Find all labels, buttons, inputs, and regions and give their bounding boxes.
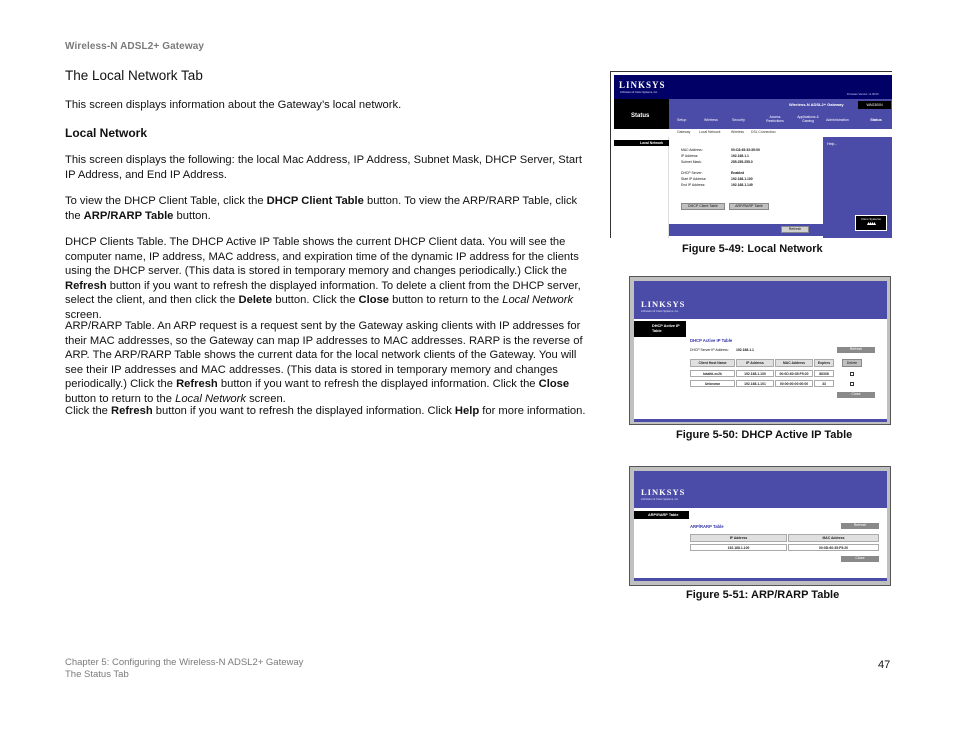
shot2-col-header-ip: IP Address	[736, 359, 774, 367]
shot1-side-label: Local Network	[614, 140, 669, 146]
p2-bold-arp-rarp-table: ARP/RARP Table	[83, 209, 174, 222]
shot1-arp-rarp-table-button[interactable]: ARP/RARP Table	[729, 203, 769, 210]
paragraph-1: This screen displays the following: the local Mac Address, IP Address, Subnet Mask, DHCP Server, Start IP Address, and End IP Address.	[65, 154, 582, 181]
shot1-tab-administration[interactable]: Administration	[826, 118, 849, 122]
shot1-field-label-subnet: Subnet Mask:	[681, 160, 702, 164]
p3-bold-delete: Delete	[238, 294, 273, 307]
shot2-row1-mac: 00:0D:60:35:F5:20	[775, 370, 813, 377]
shot2-server-label: DHCP Server IP Address:	[690, 348, 729, 352]
shot1-field-label-mac: MAC Address:	[681, 148, 703, 152]
p3-text-e: button to return to the	[389, 294, 503, 307]
shot2-row2-expires: 33	[814, 380, 834, 387]
shot2-linksys-logo: LINKSYS	[641, 299, 686, 309]
footer-chapter: Chapter 5: Configuring the Wireless-N ADSL2+ Gateway	[65, 657, 304, 668]
p2-text-c: button. To view the ARP/RARP Table, click the	[65, 195, 578, 222]
p3-bold-refresh: Refresh	[65, 279, 107, 292]
shot1-tab-status[interactable]: Status	[861, 114, 891, 126]
shot1-field-value-subnet: 255.255.255.0	[731, 160, 753, 164]
shot1-cisco-logo	[855, 215, 887, 231]
shot2-title: DHCP Active IP Table	[690, 338, 733, 343]
caption-figure-5-49: Figure 5-49: Local Network	[682, 243, 823, 255]
intro-paragraph: This screen displays information about the Gateway’s local network.	[65, 99, 402, 111]
shot1-field-label-end: End IP Address:	[681, 183, 706, 187]
shot2-row2-ip: 192.168.1.101	[736, 380, 774, 387]
shot1-field-value-ip: 192.168.1.1	[731, 154, 749, 158]
shot3-row1-mac: 00:0D:60:35:F5:20	[788, 544, 879, 551]
shot2-row1-delete-checkbox[interactable]	[850, 372, 854, 376]
subhead-local-network: Local Network	[65, 126, 148, 140]
p2-text-d: button.	[173, 209, 211, 222]
shot1-tab-applications-gaming[interactable]: Applications & Gaming	[797, 115, 819, 123]
p3-text-c: button if you want to refresh the displayed information. To delete a client from the DHCP server, select the client, and then click the	[65, 279, 581, 307]
shot2-row2-host: Unknown	[690, 380, 735, 387]
p3-text-a: DHCP Clients Table. The DHCP Active IP Table shows the current DHCP Client data. You will see the computer name, IP address, MAC address, and expiration time of the dynamic IP address for the clients using the DHCP server. (This data is stored in temporary memory and changes periodically.) Click the	[65, 236, 579, 278]
shot3-close-button[interactable]: Close	[841, 556, 879, 562]
p5-text-a: Click the	[65, 405, 112, 417]
p3-text-f: screen.	[65, 308, 102, 321]
shot1-tab-security[interactable]: Security	[732, 118, 745, 122]
shot3-linksys-logo: LINKSYS	[641, 487, 686, 497]
shot1-linksys-logo: LINKSYS	[619, 80, 666, 90]
shot1-tab-access-restrictions[interactable]: Access Restrictions	[766, 115, 784, 123]
p2-bold-dhcp-client-table: DHCP Client Table	[266, 195, 364, 207]
shot1-subtab-local-network[interactable]: Local Network	[699, 130, 721, 134]
shot1-subtab-gateway[interactable]: Gateway	[677, 130, 691, 134]
shot1-cisco-bridge-icon: ▴▴▴▴	[866, 221, 876, 227]
p4-text-e: screen.	[245, 392, 286, 405]
shot1-dhcp-client-table-button[interactable]: DHCP Client Table	[681, 203, 725, 210]
caption-figure-5-51: Figure 5-51: ARP/RARP Table	[686, 589, 840, 601]
shot2-logo-subtitle: A Division of Cisco Systems, Inc.	[641, 310, 679, 313]
shot2-col-header-host: Client Host Name	[690, 359, 735, 367]
screenshot-arp-rarp-table	[629, 466, 891, 586]
p5-bold-refresh: Refresh	[111, 405, 153, 417]
shot1-field-value-start: 192.168.1.100	[731, 177, 753, 181]
shot2-row2-mac: 00:00:00:00:00:00	[775, 380, 813, 387]
shot1-product-name: Wireless-N ADSL2+ Gateway	[789, 102, 844, 107]
shot3-refresh-button[interactable]: Refresh	[841, 523, 879, 529]
running-header: Wireless-N ADSL2+ Gateway	[65, 41, 205, 52]
paragraph-4	[65, 319, 587, 407]
shot1-section-title: Status	[631, 113, 650, 119]
shot2-col-header-mac: MAC Address	[775, 359, 813, 367]
shot3-footer-bar	[634, 578, 887, 581]
page-number: 47	[878, 659, 891, 671]
shot2-row2-delete-checkbox[interactable]	[850, 382, 854, 386]
shot1-field-label-dhcp: DHCP Server:	[681, 171, 703, 175]
shot1-firmware: Firmware Version: v1.00.00	[847, 93, 879, 96]
shot2-footer-bar	[634, 419, 887, 422]
shot3-row1-ip: 192.168.1.100	[690, 544, 787, 551]
p2-text-a: To view the DHCP Client Table, click the	[65, 195, 267, 207]
shot3-col-header-ip: IP Address	[690, 534, 787, 542]
p4-text-d: button to return to the	[65, 392, 176, 405]
p4-italic-local-network: Local Network	[175, 392, 246, 405]
shot1-subtab-dsl-connection[interactable]: DSL Connection	[751, 130, 776, 134]
shot2-side-label: DHCP Active IP Table	[634, 321, 686, 337]
shot3-title: ARP/RARP Table	[690, 524, 724, 529]
p4-text-a: ARP/RARP Table. An ARP request is a request sent by the Gateway asking clients with IP addresses for their MAC addresses, so the Gateway can map IP addresses to MAC addresses. RARP is the reverse of ARP. The ARP/RARP Table shows the current data for the local network clients of the Gateway. You will see their IP addresses and MAC addresses. (This data is stored in temporary memory and changes periodically.) Click the	[65, 320, 583, 391]
shot1-field-label-start: Start IP Address:	[681, 177, 707, 181]
shot1-logo-subtitle: A Division of Cisco Systems, Inc.	[620, 91, 658, 94]
p4-bold-close: Close	[538, 378, 570, 391]
shot1-help-link[interactable]: Help...	[827, 142, 838, 146]
shot3-col-header-mac: MAC Address	[788, 534, 879, 542]
screenshot-local-network	[610, 71, 892, 238]
shot1-field-value-dhcp: Enabled	[731, 171, 745, 175]
shot1-refresh-button[interactable]: Refresh	[781, 226, 809, 233]
shot2-delete-button[interactable]: Delete	[842, 359, 862, 367]
caption-figure-5-50: Figure 5-50: DHCP Active IP Table	[676, 429, 853, 441]
shot1-cisco-text: Cisco Systems	[861, 217, 881, 221]
shot1-tab-wireless[interactable]: Wireless	[704, 118, 718, 122]
shot3-side-label: ARP/RARP Table	[634, 511, 689, 519]
shot2-server-ip: 192.168.1.1	[736, 348, 754, 352]
paragraph-5	[65, 404, 587, 419]
shot2-col-header-expires: Expires	[814, 359, 834, 367]
shot2-close-button[interactable]: Close	[837, 392, 875, 398]
shot1-model: WAG300N	[858, 101, 891, 109]
shot1-field-value-mac: 00:C8:45:33:35:00	[731, 148, 760, 152]
shot1-field-label-ip: IP Address:	[681, 154, 699, 158]
shot1-field-value-end: 192.168.1.149	[731, 183, 753, 187]
shot1-side-column	[614, 137, 669, 238]
screenshot-dhcp-active-ip-table	[629, 276, 891, 425]
p5-text-c: button if you want to refresh the displayed information. Click	[152, 405, 455, 417]
section-title: The Local Network Tab	[65, 68, 203, 83]
paragraph-2	[65, 194, 587, 223]
shot3-logo-subtitle: A Division of Cisco Systems, Inc.	[641, 498, 679, 501]
p3-bold-close: Close	[358, 294, 390, 307]
paragraph-3	[65, 235, 587, 323]
p3-italic-local-network: Local Network	[502, 294, 574, 307]
shot2-row1-expires: 86308	[814, 370, 834, 377]
p4-bold-refresh: Refresh	[176, 378, 218, 391]
p4-text-c: button if you want to refresh the displayed information. Click the	[217, 378, 539, 391]
p3-text-d: button. Click the	[272, 294, 359, 307]
p5-text-d: for more information.	[479, 405, 586, 417]
shot2-row1-host: totaltii-xc2k	[690, 370, 735, 377]
p5-bold-help: Help	[454, 405, 480, 417]
footer-section: The Status Tab	[65, 669, 129, 680]
shot2-refresh-button[interactable]: Refresh	[837, 347, 875, 353]
shot2-row1-ip: 192.168.1.100	[736, 370, 774, 377]
shot1-tab-setup[interactable]: Setup	[677, 118, 687, 122]
shot1-subtab-wireless[interactable]: Wireless	[731, 130, 744, 134]
